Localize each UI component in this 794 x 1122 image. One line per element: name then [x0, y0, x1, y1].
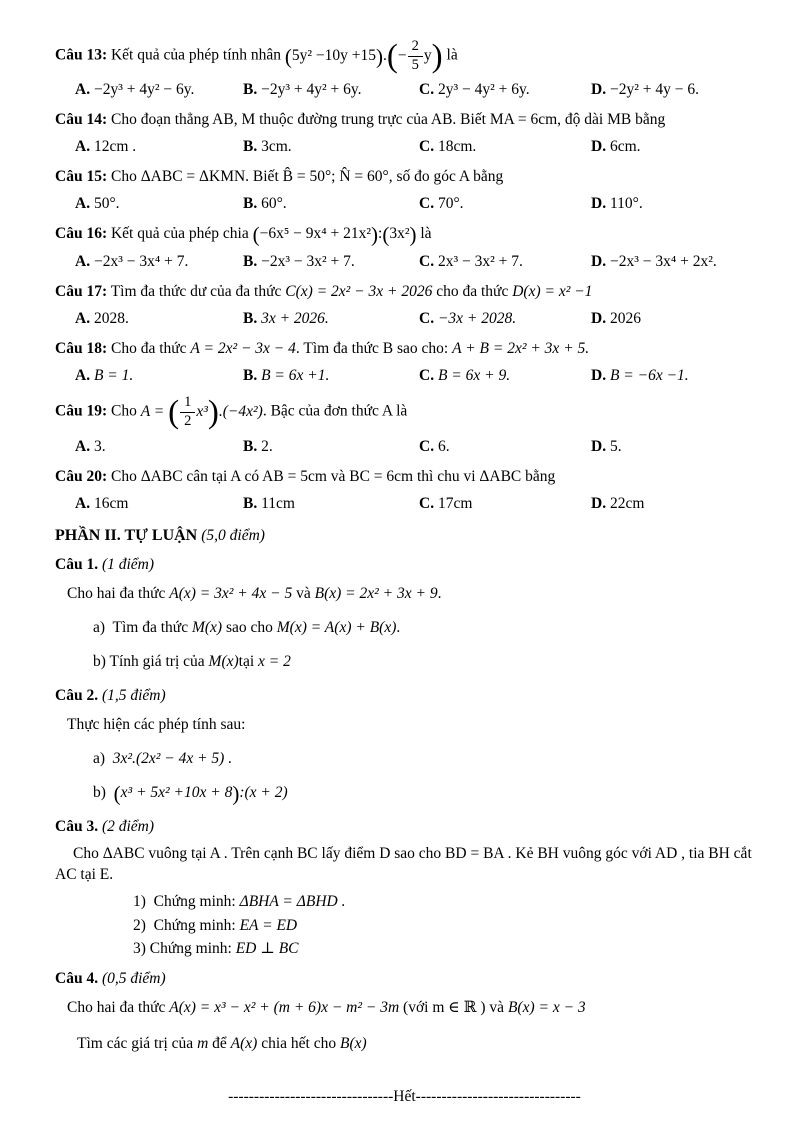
option-letter: B.: [243, 252, 258, 270]
option-a: [75, 137, 243, 158]
fraction-numerator: 1: [180, 395, 195, 413]
option-b: [243, 137, 419, 158]
question-label: Câu 16:: [55, 224, 108, 242]
question-15-text: [55, 167, 754, 188]
option-c: [419, 137, 591, 158]
option-letter: C.: [419, 195, 435, 212]
option-b: [243, 194, 419, 215]
intro-mid: và: [296, 585, 311, 603]
math-expression: ED ⊥ BC: [235, 940, 299, 958]
option-b: [243, 80, 419, 101]
essay-2-item-a: [55, 749, 754, 770]
option-letter: C.: [419, 437, 435, 455]
option-letter: D.: [591, 252, 607, 270]
section-2-heading: [55, 525, 754, 547]
math-expression: B(x): [339, 1035, 367, 1053]
option-c: [419, 309, 591, 330]
question-label: Câu 1.: [55, 556, 99, 574]
question-label: Câu 19:: [55, 403, 108, 421]
essay-3-item-2: [55, 916, 754, 937]
option-a: [75, 194, 243, 215]
question-lead: Cho đa thức: [110, 339, 187, 357]
question-19-text: [55, 395, 754, 429]
math-expression: A(x) = x³ − x² + (m + 6)x − m² − 3m: [169, 999, 400, 1017]
option-b: [243, 366, 419, 387]
question-body: Cho ΔABC cân tại A có AB = 5cm và BC = 6cm thì chu vi ΔABC bằng: [110, 467, 556, 485]
math-expression: EA = ED: [239, 916, 298, 934]
question-20: [55, 467, 754, 515]
variable-m: m: [197, 1035, 209, 1053]
option-b: [243, 494, 419, 515]
essay-question-4: [55, 969, 754, 1055]
item-text: Chứng minh:: [153, 916, 236, 934]
option-text: 5.: [609, 437, 622, 455]
line-text: Tìm các giá trị của: [77, 1035, 194, 1053]
option-letter: A.: [75, 309, 91, 327]
question-points: (2 điểm): [101, 817, 155, 835]
essay-question-1: [55, 555, 754, 673]
option-letter: C.: [419, 366, 435, 384]
divisor: 3x²: [389, 224, 410, 242]
option-text: B = 6x + 9.: [437, 366, 511, 384]
option-c: [419, 80, 591, 101]
paren-open: (: [382, 222, 390, 247]
option-letter: B.: [243, 81, 258, 99]
option-a: [75, 309, 243, 330]
section-points: (5,0 điểm): [201, 526, 265, 544]
question-18-text: [55, 339, 754, 360]
intro-end: .: [437, 585, 442, 603]
question-tail: là: [446, 46, 458, 64]
option-text: −2y² + 4y − 6.: [609, 81, 699, 99]
question-body: Cho đoạn thẳng AB, M thuộc đường trung trực của AB. Biết MA = 6cm, độ dài MB bằng: [110, 111, 666, 129]
option-a: [75, 437, 243, 458]
question-20-options: [55, 494, 754, 515]
option-d: [591, 494, 754, 515]
paren-open: (: [113, 781, 121, 806]
paren-close: ): [431, 38, 443, 75]
question-14-text: [55, 110, 754, 131]
question-mid: cho đa thức: [436, 282, 509, 300]
essay-3-label: [55, 817, 754, 838]
option-text: 17cm: [437, 494, 473, 512]
math-expression: B(x) = x − 3: [507, 999, 586, 1017]
option-text: 12cm .: [93, 138, 137, 156]
end-of-exam-marker: --------------------------------Hết--------------------------------: [228, 1088, 581, 1106]
essay-question-2: [55, 686, 754, 804]
question-label: Câu 14:: [55, 111, 108, 129]
option-letter: D.: [591, 81, 607, 99]
question-lead: Tìm đa thức dư của đa thức: [110, 282, 282, 300]
question-points: (1 điểm): [101, 556, 155, 574]
question-13-options: [55, 80, 754, 101]
line-text: để: [212, 1035, 227, 1053]
question-label: Câu 4.: [55, 970, 99, 988]
option-c: [419, 494, 591, 515]
question-14: [55, 110, 754, 158]
minus-sign: −: [397, 46, 407, 64]
option-c: [419, 194, 591, 215]
essay-4-line-1: [55, 998, 754, 1019]
question-19: [55, 395, 754, 457]
question-points: (0,5 điểm): [101, 970, 166, 988]
math-expression: [140, 394, 263, 431]
item-lead: Tính giá trị của: [109, 653, 205, 671]
essay-4-line-2: [55, 1034, 754, 1055]
option-a: [75, 494, 243, 515]
option-letter: C.: [419, 309, 435, 327]
item-marker: 2): [133, 916, 146, 934]
dividend: x³ + 5x² +10x + 8: [120, 783, 233, 801]
question-18: [55, 339, 754, 387]
option-letter: D.: [591, 195, 607, 212]
paren-close: ): [232, 781, 240, 806]
question-label: Câu 3.: [55, 817, 99, 835]
question-18-options: [55, 366, 754, 387]
math-expression: A + B = 2x² + 3x + 5.: [452, 339, 590, 357]
math-expression: M(x) = A(x) + B(x): [276, 619, 397, 637]
section-title: PHẦN II. TỰ LUẬN: [55, 526, 198, 544]
option-text: 70°.: [437, 195, 464, 212]
option-c: [419, 366, 591, 387]
option-text: −2x³ − 3x² + 7.: [261, 252, 355, 270]
option-text: 3cm.: [261, 138, 292, 156]
fraction: [407, 39, 424, 73]
paren-open: (: [386, 38, 398, 75]
option-d: [591, 366, 754, 387]
option-letter: A.: [75, 252, 91, 270]
question-13: [55, 39, 754, 101]
paren-close: ): [371, 222, 379, 247]
fraction-denominator: 2: [184, 413, 192, 430]
item-mid: tại: [238, 653, 255, 671]
item-text: Chứng minh:: [153, 892, 236, 910]
question-label: Câu 18:: [55, 339, 108, 357]
question-label: Câu 20:: [55, 467, 108, 485]
option-d: [591, 309, 754, 330]
question-20-text: [55, 467, 754, 488]
item-marker: 1): [133, 892, 146, 910]
option-text: 6cm.: [609, 138, 641, 156]
question-tail: là: [420, 224, 432, 242]
essay-2-label: [55, 686, 754, 707]
paren-open: (: [168, 394, 180, 431]
variable: y: [423, 46, 432, 64]
option-letter: C.: [419, 252, 435, 270]
option-letter: D.: [591, 494, 607, 512]
paren-close: ): [207, 394, 219, 431]
line-mid: và: [489, 999, 505, 1017]
math-expression: [284, 38, 443, 75]
divide-colon: :: [378, 224, 383, 242]
essay-1-intro: [55, 584, 754, 605]
option-text: 3.: [93, 437, 106, 455]
math-expression: 3x².(2x² − 4x + 5) .: [112, 749, 233, 767]
question-13-text: [55, 39, 754, 73]
paren-open: (: [284, 44, 292, 69]
option-d: [591, 194, 754, 215]
math-expression: [252, 222, 417, 247]
option-text: 60°.: [261, 195, 287, 212]
paren-close: ): [376, 44, 384, 69]
math-expression: D(x) = x² −1: [512, 282, 593, 300]
line-mid: (với m ∈ ℝ ): [403, 999, 486, 1017]
essay-2-intro: Thực hiện các phép tính sau:: [67, 716, 246, 734]
essay-1-item-b: [55, 652, 754, 673]
option-text: 2026: [609, 309, 641, 327]
option-letter: B.: [243, 437, 258, 455]
math-expression: M(x): [191, 619, 223, 637]
option-letter: D.: [591, 309, 607, 327]
question-tail: . Bậc của đơn thức A là: [262, 403, 408, 421]
question-label: Câu 13:: [55, 46, 108, 64]
question-17-options: [55, 309, 754, 330]
paren-close: ): [409, 222, 417, 247]
question-14-options: [55, 137, 754, 158]
option-text: 2028.: [93, 309, 129, 327]
essay-1-item-a: [55, 618, 754, 639]
essay-3-item-1: [55, 892, 754, 913]
math-expression: C(x) = 2x² − 3x + 2026: [285, 282, 433, 300]
option-text: 3x + 2026.: [261, 309, 329, 327]
option-letter: D.: [591, 138, 607, 156]
option-text: 11cm: [261, 494, 295, 512]
question-15-options: [55, 194, 754, 215]
item-marker: a): [93, 749, 106, 767]
option-text: 2x³ − 3x² + 7.: [437, 252, 523, 270]
math-expression: [113, 781, 288, 806]
line-lead: Cho hai đa thức: [67, 999, 166, 1017]
option-d: [591, 137, 754, 158]
option-text: 18cm.: [437, 138, 477, 156]
divisor: :(x + 2): [239, 783, 288, 801]
fraction-numerator: 2: [408, 39, 423, 57]
question-15: [55, 167, 754, 215]
item-lead: Tìm đa thức: [112, 619, 189, 637]
factor-2: .(−4x²): [218, 403, 263, 421]
option-text: −2y³ + 4y² − 6y.: [93, 81, 195, 99]
essay-3-statement: Cho ΔABC vuông tại A . Trên cạnh BC lấy điểm D sao cho BD = BA . Kẻ BH vuông góc với AD , tia BH cắt AC tại E.: [55, 844, 752, 883]
math-expression: ΔBHA = ΔBHD .: [239, 892, 346, 910]
option-text: 6.: [437, 437, 450, 455]
option-a: [75, 252, 243, 273]
option-text: B = 6x +1.: [261, 366, 330, 384]
option-c: [419, 252, 591, 273]
math-expression: A = 2x² − 3x − 4: [190, 339, 296, 357]
option-d: [591, 252, 754, 273]
fraction-denominator: 5: [411, 56, 419, 73]
option-letter: B.: [243, 309, 258, 327]
option-letter: D.: [591, 366, 607, 384]
option-text: −2y³ + 4y² + 6y.: [261, 81, 362, 99]
question-mid: . Tìm đa thức B sao cho:: [295, 339, 449, 357]
option-letter: C.: [419, 494, 435, 512]
paren-open: (: [252, 222, 260, 247]
math-expression: x = 2: [258, 653, 291, 671]
item-text: Chứng minh:: [149, 940, 232, 958]
question-16: [55, 224, 754, 273]
option-a: [75, 80, 243, 101]
option-b: [243, 252, 419, 273]
question-19-options: [55, 437, 754, 458]
fraction: [179, 395, 196, 429]
essay-2-item-b: [55, 783, 754, 804]
math-expression: M(x): [208, 653, 239, 671]
option-text: −3x + 2028.: [437, 309, 517, 327]
option-text: −2x³ − 3x⁴ + 7.: [93, 252, 189, 270]
option-letter: A.: [75, 494, 91, 512]
question-17: [55, 282, 754, 330]
math-expression: A(x) = 3x² + 4x − 5: [169, 585, 293, 603]
essay-4-label: [55, 969, 754, 990]
option-letter: B.: [243, 366, 258, 384]
option-letter: C.: [419, 81, 435, 99]
essay-question-3: [55, 817, 754, 961]
question-lead: Cho: [110, 403, 137, 421]
option-c: [419, 437, 591, 458]
intro-lead: Cho hai đa thức: [67, 585, 166, 603]
option-text: −2x³ − 3x⁴ + 2x².: [609, 252, 717, 270]
option-a: [75, 366, 243, 387]
option-text: B = 1.: [93, 366, 134, 384]
question-16-options: [55, 252, 754, 273]
option-text: B = −6x −1.: [609, 366, 689, 384]
option-letter: A.: [75, 81, 91, 99]
question-16-text: [55, 224, 754, 245]
option-letter: A.: [75, 366, 91, 384]
polynomial: 5y² −10y +15: [291, 46, 377, 64]
option-text: 110°.: [609, 195, 643, 212]
option-letter: B.: [243, 138, 258, 156]
option-d: [591, 437, 754, 458]
item-end: .: [396, 619, 401, 637]
option-text: 22cm: [609, 494, 645, 512]
option-d: [591, 80, 754, 101]
option-letter: A.: [75, 437, 91, 455]
option-letter: A.: [75, 195, 91, 212]
option-letter: C.: [419, 138, 435, 156]
item-marker: 3): [133, 940, 146, 958]
question-label: Câu 17:: [55, 282, 108, 300]
option-b: [243, 437, 419, 458]
essay-1-label: [55, 555, 754, 576]
item-marker: b): [93, 653, 106, 671]
monomial-lhs: A =: [140, 403, 165, 421]
essay-3-item-3: [55, 939, 754, 960]
variable: x³: [196, 403, 208, 421]
item-mid: sao cho: [225, 619, 273, 637]
option-text: 2.: [261, 437, 273, 455]
item-marker: a): [93, 619, 106, 637]
option-b: [243, 309, 419, 330]
question-points: (1,5 điểm): [101, 687, 166, 705]
dividend: −6x⁵ − 9x⁴ + 21x²: [259, 224, 372, 242]
question-label: Câu 2.: [55, 687, 99, 705]
option-text: 2y³ − 4y² + 6y.: [437, 81, 530, 99]
option-letter: B.: [243, 195, 258, 212]
option-letter: A.: [75, 138, 91, 156]
question-body: Cho ΔABC = ΔKMN. Biết B̂ = 50°; N̂ = 60°, số đo góc A bằng: [110, 168, 504, 186]
multiply-dot: .: [383, 46, 387, 64]
math-expression: A(x): [230, 1035, 258, 1053]
question-lead: Kết quả của phép tính nhân: [110, 46, 281, 64]
question-label: Câu 15:: [55, 168, 108, 186]
line-text: chia hết cho: [261, 1035, 337, 1053]
item-marker: b): [93, 783, 106, 801]
option-letter: B.: [243, 494, 258, 512]
question-lead: Kết quả của phép chia: [110, 224, 249, 242]
option-text: 16cm: [93, 494, 129, 512]
math-expression: B(x) = 2x² + 3x + 9: [314, 585, 438, 603]
question-17-text: [55, 282, 754, 303]
option-text: 50°.: [93, 195, 120, 212]
option-letter: D.: [591, 437, 607, 455]
